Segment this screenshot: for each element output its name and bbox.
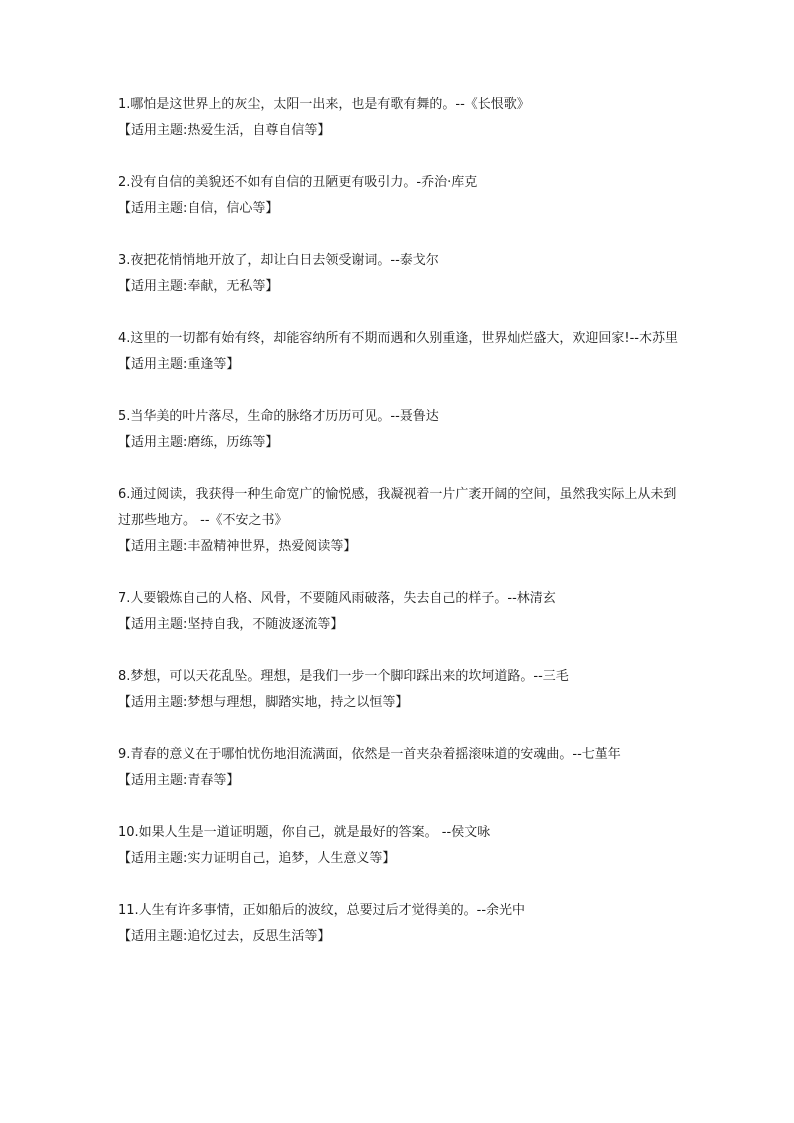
quote-text: 5.当华美的叶片落尽，生命的脉络才历历可见。--聂鲁达 (118, 409, 439, 424)
quote-text: 7.人要锻炼自己的人格、风骨，不要随风雨破落，失去自己的样子。--林清玄 (118, 591, 556, 606)
quote-entry-7 (118, 586, 678, 638)
quote-text: 11.人生有许多事情，正如船后的波纹，总要过后才觉得美的。--余光中 (118, 903, 526, 918)
quote-entry-3 (118, 248, 678, 300)
quote-entry-5 (118, 404, 678, 456)
quote-text: 3.夜把花悄悄地开放了，却让白日去领受谢词。--泰戈尔 (118, 253, 439, 268)
quote-theme: 【适用主题:热爱生活，自尊自信等】 (118, 123, 331, 138)
quote-text: 2.没有自信的美貌还不如有自信的丑陋更有吸引力。-乔治·库克 (118, 175, 478, 190)
quote-theme: 【适用主题:实力证明自己，追梦，人生意义等】 (118, 851, 396, 866)
quote-theme: 【适用主题:青春等】 (118, 773, 240, 788)
quote-entry-9 (118, 742, 678, 794)
quote-text: 1.哪怕是这世界上的灰尘，太阳一出来，也是有歌有舞的。--《长恨歌》 (118, 97, 530, 112)
quote-theme: 【适用主题:磨练，历练等】 (118, 435, 279, 450)
quote-text: 9.青春的意义在于哪怕忧伤地泪流满面，依然是一首夹杂着摇滚味道的安魂曲。--七堇年 (118, 747, 621, 762)
quote-theme: 【适用主题:梦想与理想，脚踏实地，持之以恒等】 (118, 695, 409, 710)
quote-text: 4.这里的一切都有始有终，却能容纳所有不期而遇和久别重逢，世界灿烂盛大，欢迎回家!--木苏里 (118, 331, 678, 346)
quote-entry-8 (118, 664, 678, 716)
quote-entry-11 (118, 898, 678, 950)
quote-entry-4 (118, 326, 678, 378)
quote-entry-6 (118, 482, 678, 560)
quote-entry-2 (118, 170, 678, 222)
quote-entry-1 (118, 92, 678, 144)
quote-text: 6.通过阅读，我获得一种生命宽广的愉悦感，我凝视着一片广袤开阔的空间，虽然我实际上从未到过那些地方。 --《不安之书》 (118, 487, 677, 528)
quote-text: 10.如果人生是一道证明题，你自己，就是最好的答案。 --侯文咏 (118, 825, 491, 840)
quote-entry-10 (118, 820, 678, 872)
quote-theme: 【适用主题:丰盈精神世界，热爱阅读等】 (118, 539, 357, 554)
document-body (118, 92, 678, 976)
quote-theme: 【适用主题:坚持自我，不随波逐流等】 (118, 617, 344, 632)
quote-theme: 【适用主题:重逢等】 (118, 357, 240, 372)
quote-text: 8.梦想，可以天花乱坠。理想，是我们一步一个脚印踩出来的坎坷道路。--三毛 (118, 669, 569, 684)
quote-theme: 【适用主题:追忆过去，反思生活等】 (118, 929, 331, 944)
quote-theme: 【适用主题:自信，信心等】 (118, 201, 279, 216)
quote-theme: 【适用主题:奉献，无私等】 (118, 279, 279, 294)
